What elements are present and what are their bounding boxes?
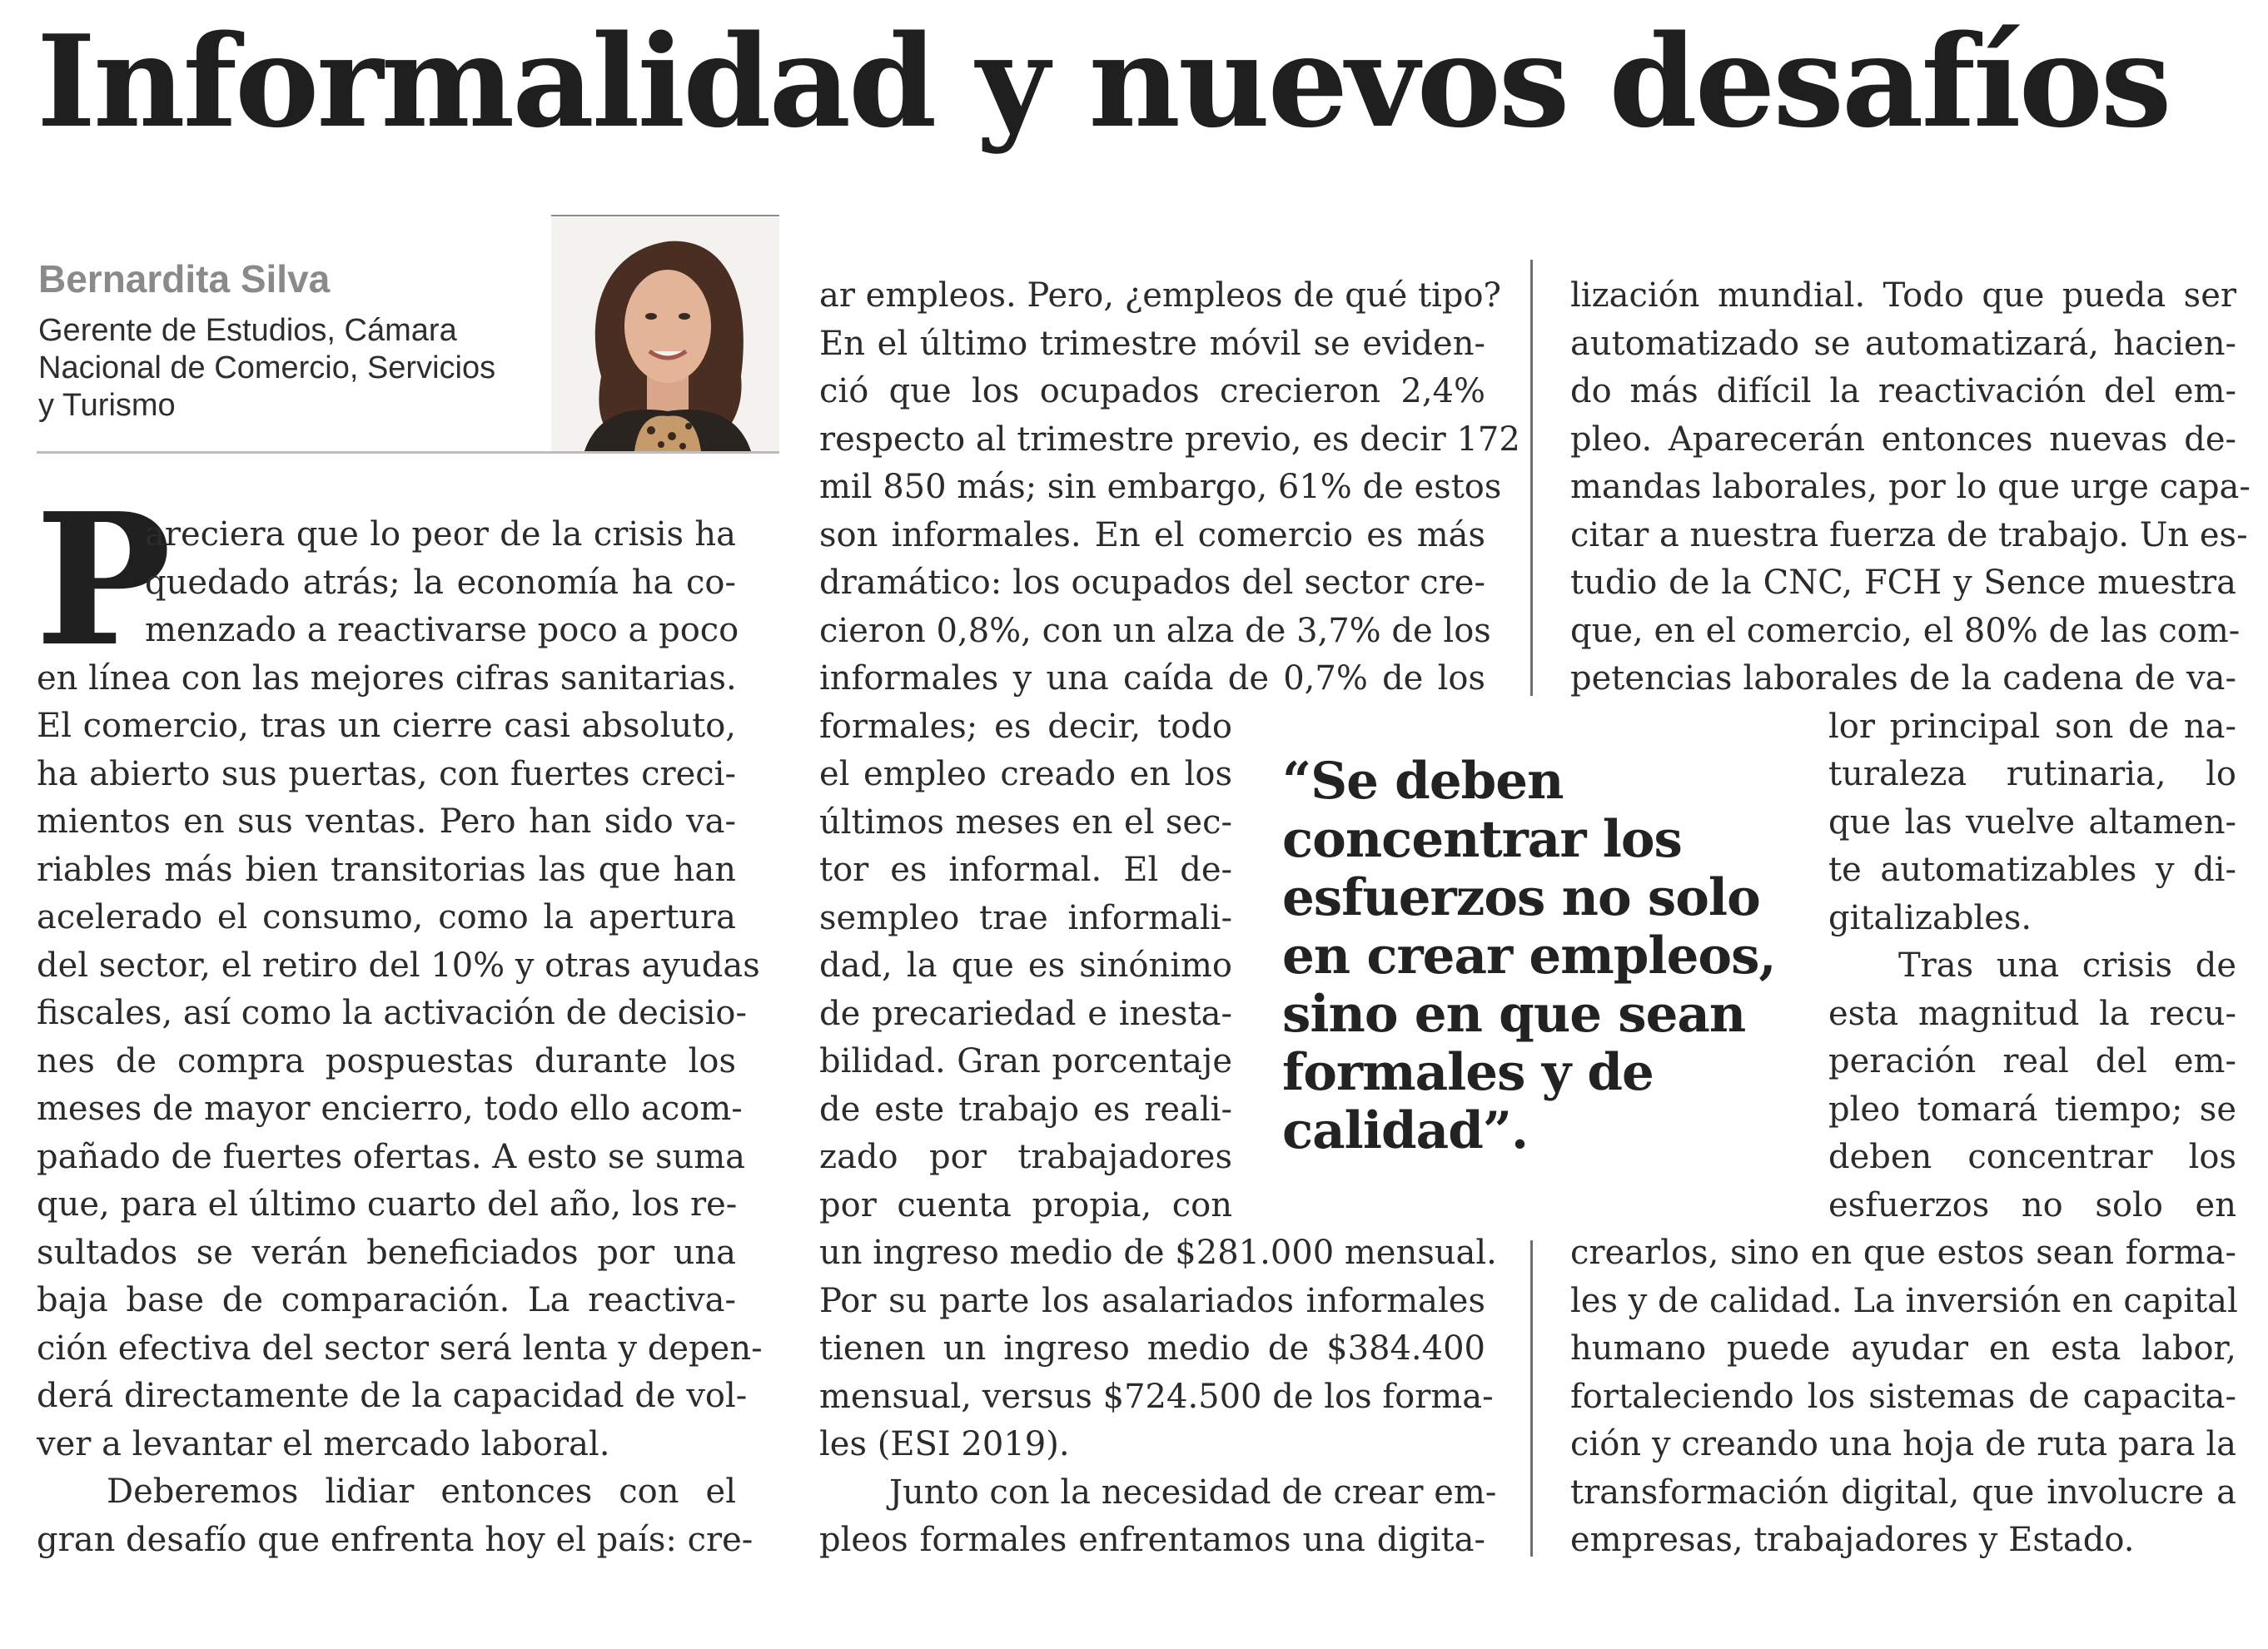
text-line: ció que los ocupados crecieron 2,4% — [819, 372, 1485, 410]
column-rule-upper — [1530, 260, 1533, 696]
text-line: cieron 0,8%, con un alza de 3,7% de los — [819, 611, 1491, 650]
text-line: meses de mayor encierro, todo ello acom- — [37, 1090, 743, 1128]
text-line: pleos formales enfrentamos una digita- — [819, 1521, 1485, 1559]
column-3-narrow — [1828, 703, 2236, 1230]
text-line: te automatizables y di- — [1828, 851, 2236, 889]
column-2-top — [819, 272, 1520, 703]
text-line: transformación digital, que involucre a — [1570, 1473, 2236, 1512]
text-line: citar a nuestra fuerza de trabajo. Un es- — [1570, 515, 2248, 554]
text-line: Deberemos lidiar entonces con el — [107, 1473, 736, 1511]
text-line: de precariedad e inesta- — [819, 994, 1232, 1033]
pull-quote-line: sino en que sean — [1282, 985, 1746, 1044]
text-line: gitalizables. — [1828, 898, 2032, 937]
text-line: mensual, versus $724.500 de los forma- — [819, 1377, 1494, 1416]
text-line: que, para el último cuarto del año, los re- — [37, 1185, 738, 1224]
author-divider — [37, 451, 779, 454]
author-photo — [551, 218, 779, 451]
column-1-intro — [145, 511, 739, 655]
text-line: peración real del em- — [1828, 1042, 2236, 1080]
author-role-line: Nacional de Comercio, Servicios — [38, 350, 496, 385]
text-line: un ingreso medio de $281.000 mensual. — [819, 1234, 1497, 1272]
text-line: empresas, trabajadores y Estado. — [1570, 1521, 2135, 1559]
text-line: ción efectiva del sector será lenta y depen- — [37, 1329, 763, 1368]
text-line: informales y una caída de 0,7% de los — [819, 659, 1485, 698]
text-line: crearlos, sino en que estos sean forma- — [1570, 1234, 2236, 1272]
text-line: En el último trimestre móvil se eviden- — [819, 324, 1485, 363]
text-line: acelerado el consumo, como la apertura — [37, 898, 736, 936]
text-line: areciera que lo peor de la crisis ha — [145, 515, 736, 554]
text-line: automatizado se automatizará, hacien- — [1570, 324, 2236, 363]
text-line: dad, la que es sinónimo — [819, 946, 1232, 985]
column-2-narrow — [819, 703, 1232, 1230]
text-line: pleo tomará tiempo; se — [1828, 1090, 2236, 1129]
text-line: sempleo trae informali- — [819, 898, 1232, 937]
pull-quote-line: formales y de — [1282, 1043, 1654, 1102]
text-line: del sector, el retiro del 10% y otras ayudas — [37, 946, 760, 985]
text-line: Tras una crisis de — [1898, 946, 2236, 985]
column-3-bottom — [1570, 1229, 2236, 1565]
text-line: El comercio, tras un cierre casi absoluto, — [37, 707, 736, 745]
text-line: respecto al trimestre previo, es decir 172 — [819, 420, 1520, 459]
headline: Informalidad y nuevos desafíos — [37, 7, 2170, 156]
pull-quote-line: concentrar los — [1282, 810, 1682, 869]
text-line: Por su parte los asalariados informales — [819, 1281, 1485, 1320]
text-line: nes de compra pospuestas durante los — [37, 1041, 736, 1080]
pull-quote-line: “Se deben — [1282, 752, 1564, 811]
column-1-body — [37, 655, 763, 1565]
text-line: mientos en sus ventas. Pero han sido va- — [37, 802, 736, 841]
text-line: esfuerzos no solo en — [1828, 1185, 2236, 1224]
text-line: formales; es decir, todo — [819, 707, 1232, 746]
text-line: que las vuelve altamen- — [1828, 802, 2236, 842]
text-line: baja base de comparación. La reactiva- — [37, 1281, 736, 1319]
text-line: ha abierto sus puertas, con fuertes creci- — [37, 754, 736, 793]
text-line: Junto con la necesidad de crear em- — [889, 1473, 1497, 1512]
text-line: ar empleos. Pero, ¿empleos de qué tipo? — [819, 276, 1502, 315]
text-line: petencias laborales de la cadena de va- — [1570, 659, 2236, 698]
photo-top-rule — [551, 215, 779, 216]
text-line: últimos meses en el sec- — [819, 802, 1232, 842]
pull-quote — [1282, 752, 1782, 1160]
pull-quote-line: en crear empleos, — [1282, 926, 1776, 986]
text-line: mandas laborales, por lo que urge capa- — [1570, 468, 2251, 506]
text-line: riables más bien transitorias las que han — [37, 850, 736, 889]
text-line: fiscales, así como la activación de decisio- — [37, 994, 748, 1032]
pull-quote-line: esfuerzos no solo — [1282, 868, 1760, 927]
text-line: menzado a reactivarse poco a poco — [145, 611, 739, 649]
text-line: zado por trabajadores — [819, 1138, 1232, 1176]
text-line: les y de calidad. La inversión en capital — [1570, 1281, 2238, 1320]
text-line: dramático: los ocupados del sector cre- — [819, 564, 1485, 602]
author-role-line: y Turismo — [38, 388, 176, 423]
text-line: de este trabajo es reali- — [819, 1090, 1232, 1129]
text-line: son informales. En el comercio es más — [819, 515, 1485, 554]
text-line: tienen un ingreso medio de $384.400 — [819, 1329, 1485, 1368]
author-role — [38, 312, 555, 425]
drop-cap: P — [35, 474, 172, 687]
text-line: deben concentrar los — [1828, 1138, 2236, 1176]
text-line: ver a levantar el mercado laboral. — [37, 1424, 610, 1463]
column-rule-lower — [1530, 1240, 1533, 1557]
author-role-line: Gerente de Estudios, Cámara — [38, 313, 457, 348]
text-line: esta magnitud la recu- — [1828, 994, 2236, 1033]
author-name: Bernardita Silva — [38, 257, 331, 300]
text-line: derá directamente de la capacidad de vol- — [37, 1377, 748, 1415]
text-line: do más difícil la reactivación del em- — [1570, 372, 2236, 410]
text-line: humano puede ayudar en esta labor, — [1570, 1329, 2236, 1368]
text-line: pañado de fuertes ofertas. A esto se suma — [37, 1137, 746, 1176]
column-3-top — [1570, 272, 2251, 703]
text-line: pleo. Aparecerán entonces nuevas de- — [1570, 420, 2236, 459]
text-line: por cuenta propia, con — [819, 1185, 1232, 1224]
text-line: turaleza rutinaria, lo — [1828, 755, 2236, 793]
text-line: sultados se verán beneficiados por una — [37, 1233, 736, 1272]
text-line: quedado atrás; la economía ha co- — [145, 563, 736, 602]
text-line: lización mundial. Todo que pueda ser — [1570, 276, 2236, 315]
text-line: tor es informal. El de- — [819, 851, 1232, 889]
text-line: tudio de la CNC, FCH y Sence muestra — [1570, 564, 2236, 602]
text-line: bilidad. Gran porcentaje — [819, 1042, 1232, 1080]
text-line: ción y creando una hoja de ruta para la — [1570, 1425, 2236, 1463]
text-line: fortaleciendo los sistemas de capacita- — [1570, 1377, 2236, 1416]
text-line: les (ESI 2019). — [819, 1425, 1070, 1463]
text-line: en línea con las mejores cifras sanitarias. — [37, 658, 737, 698]
text-line: gran desafío que enfrenta hoy el país: cre- — [37, 1520, 754, 1559]
pull-quote-line: calidad”. — [1282, 1101, 1529, 1160]
column-2-bottom — [819, 1229, 1497, 1565]
text-line: que, en el comercio, el 80% de las com- — [1570, 611, 2241, 650]
text-line: lor principal son de na- — [1828, 707, 2236, 746]
text-line: mil 850 más; sin embargo, 61% de estos — [819, 468, 1502, 506]
text-line: el empleo creado en los — [819, 755, 1232, 793]
